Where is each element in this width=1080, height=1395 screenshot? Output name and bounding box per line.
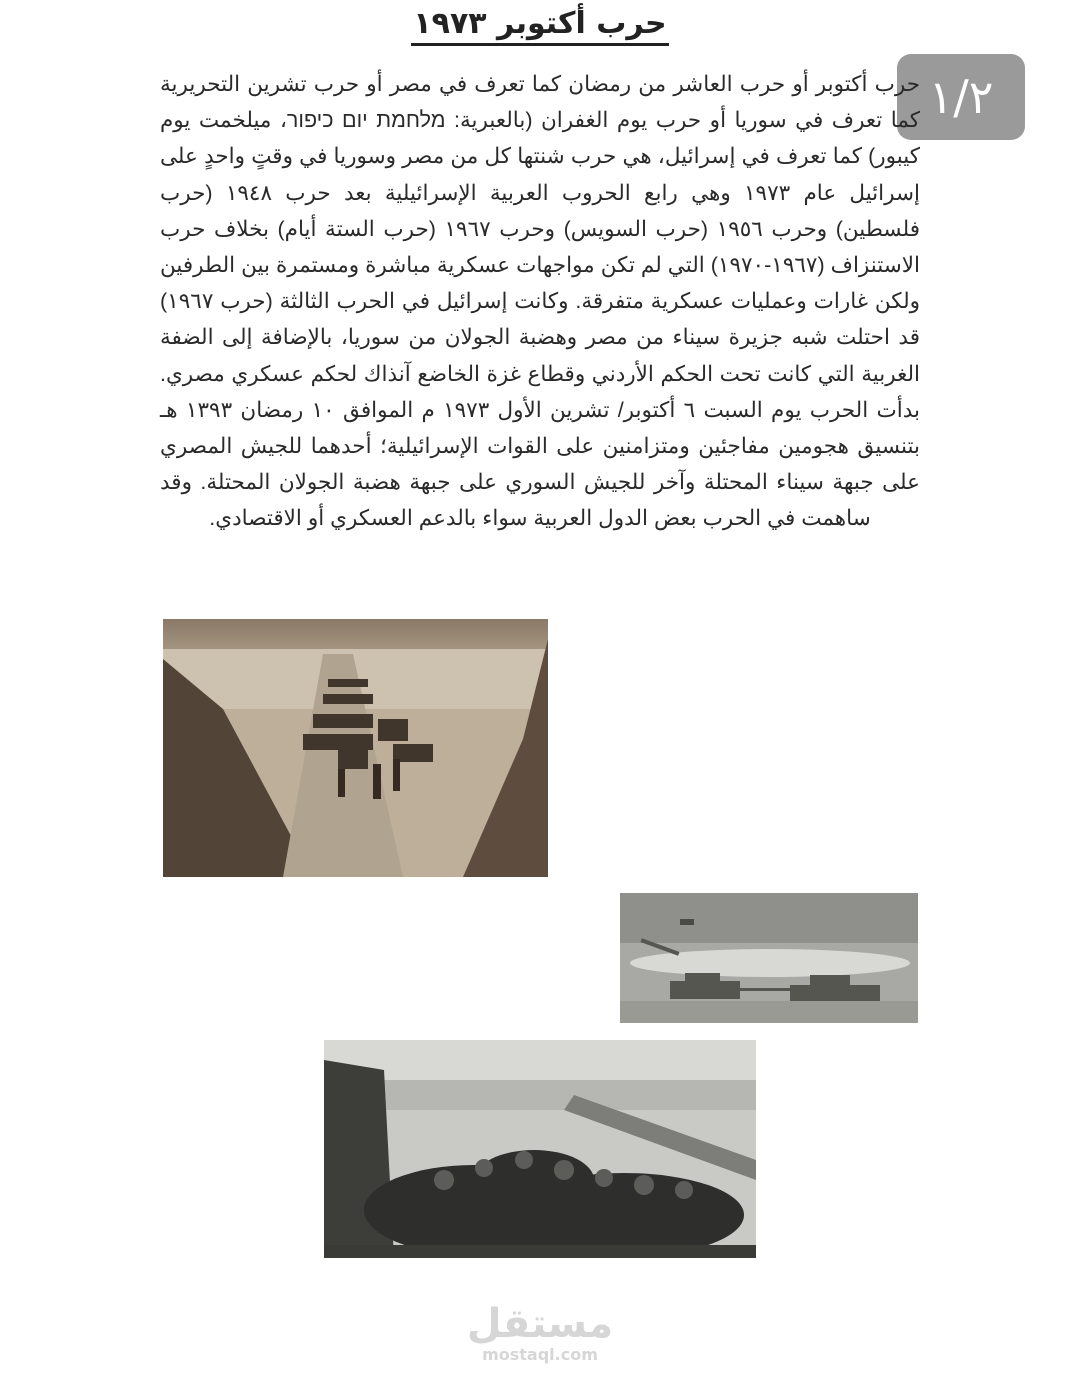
destroyed-tanks-photo xyxy=(620,893,918,1023)
watermark-arabic: مستقل xyxy=(466,1301,614,1347)
bridge-crossing-photo xyxy=(163,619,548,877)
mostaql-watermark xyxy=(440,1302,640,1364)
watermark-latin: mostaql.com xyxy=(482,1345,598,1364)
soldiers-celebrating-photo xyxy=(324,1040,756,1258)
article-body: حرب أكتوبر أو حرب العاشر من رمضان كما تعرف في مصر أو حرب تشرين التحريرية كما تعرف في سوريا أو حرب يوم الغفران (بالعبرية: מלחמת יום כיפור، ميلخمت يوم كيبور) كما تعرف في إسرائيل، هي حرب شنتها كل من مصر وسوريا في وقتٍ واحدٍ على إسرائيل عام ١٩٧٣ وهي رابع الحروب العربية الإسرائيلية بعد حرب ١٩٤٨ (حرب فلسطين) وحرب ١٩٥٦ (حرب السويس) وحرب ١٩٦٧ (حرب الستة أيام) بخلاف حرب الاستنزاف (١٩٦٧-١٩٧٠) التي لم تكن مواجهات عسكرية مباشرة ومستمرة بين الطرفين ولكن غارات وعمليات عسكرية متفرقة. وكانت إسرائيل في الحرب الثالثة (حرب ١٩٦٧) قد احتلت شبه جزيرة سيناء من مصر وهضبة الجولان من سوريا، بالإضافة إلى الضفة الغربية التي كانت تحت الحكم الأردني وقطاع غزة الخاضع آنذاك لحكم عسكري مصري. بدأت الحرب يوم السبت ٦ أكتوبر/ تشرين الأول ١٩٧٣ م الموافق ١٠ رمضان ١٣٩٣ هـ بتنسيق هجومين مفاجئين ومتزامنين على القوات الإسرائيلية؛ أحدهما للجيش المصري على جبهة سيناء المحتلة وآخر للجيش السوري على جبهة هضبة الجولان المحتلة. وقد ساهمت في الحرب بعض الدول العربية سواء بالدعم العسكري أو الاقتصادي. xyxy=(160,72,921,531)
page-number-badge: ١/٢ xyxy=(897,54,1025,140)
document-title xyxy=(0,6,1080,41)
document-title-text: حرب أكتوبر ١٩٧٣ xyxy=(411,6,668,46)
